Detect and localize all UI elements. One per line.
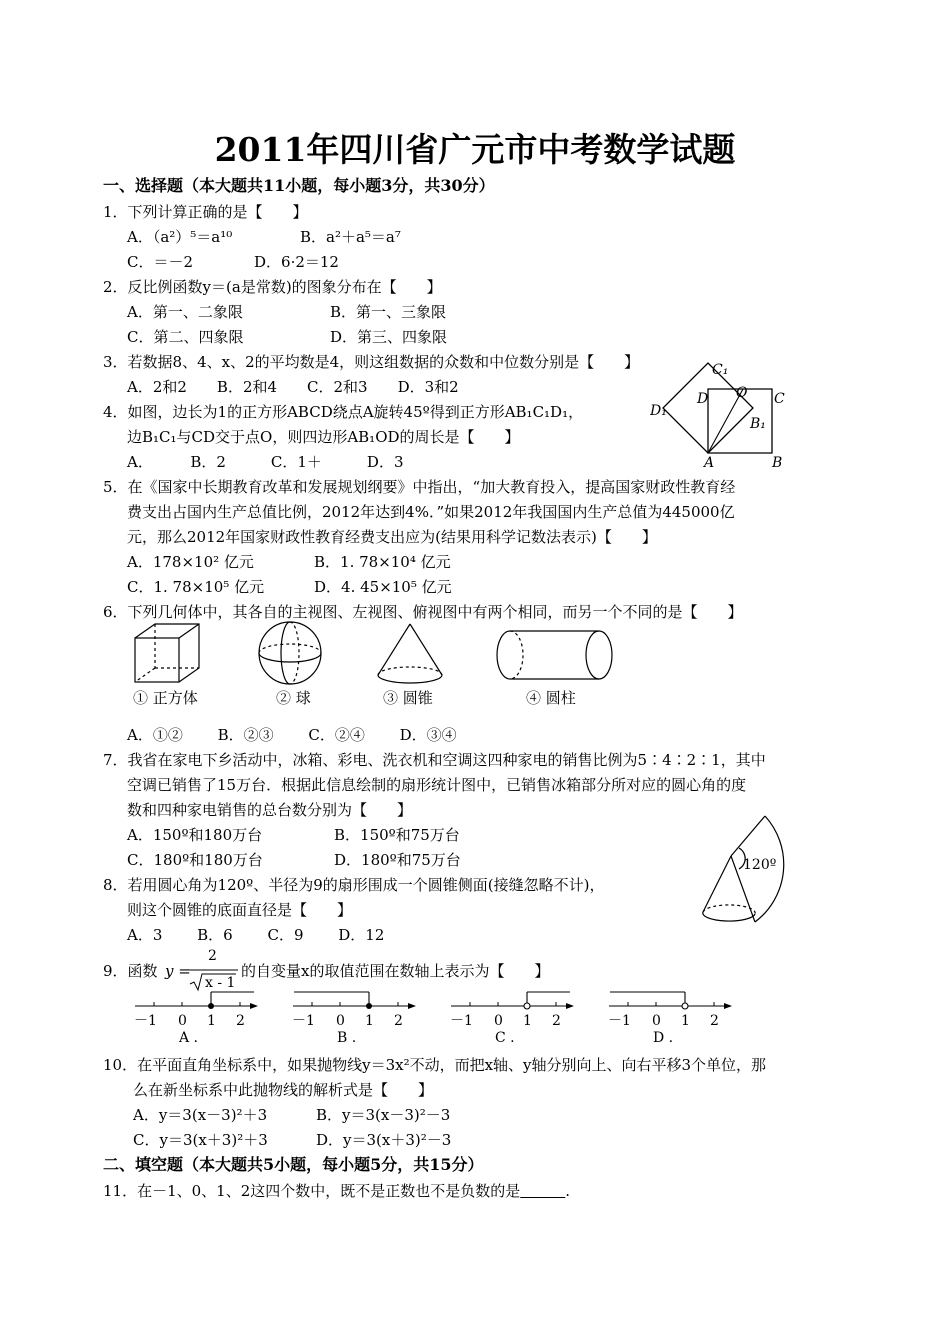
q5-stem-line2: 费支出占国内生产总值比例，2012年达到4%．”如果2012年我国国内生产总值为445000亿 bbox=[127, 503, 735, 521]
q5-option-d: D．4. 45×10⁵ 亿元 bbox=[314, 578, 452, 596]
section-heading-choice: 一、选择题（本大题共11小题，每小题3分，共30分） bbox=[103, 176, 495, 195]
q2-option-a: A．第一、二象限 bbox=[127, 303, 243, 321]
q2-option-b: B．第一、三象限 bbox=[330, 303, 447, 321]
q9-func-numerator: 2 bbox=[208, 948, 217, 964]
numberline-c-letter: C . bbox=[495, 1030, 515, 1044]
tick-d-neg1: －1 bbox=[608, 1013, 631, 1029]
q4-rotated-square-figure bbox=[650, 358, 800, 473]
tick-a-1: 1 bbox=[207, 1013, 216, 1029]
q5-option-c: C．1. 78×10⁵ 亿元 bbox=[127, 578, 265, 596]
q9-func-denominator: x - 1 bbox=[205, 975, 236, 991]
q7-stem-line1: 7．我省在家电下乡活动中，冰箱、彩电、洗衣机和空调这四种家电的销售比例为5∶4∶2∶1，其中 bbox=[103, 751, 766, 769]
cone-shape bbox=[378, 624, 442, 683]
q6-options: A．①② B．②③ C．②④ D．③④ bbox=[127, 726, 457, 744]
tick-d-2: 2 bbox=[710, 1013, 719, 1029]
q7-stem-line2: 空调已销售了15万台．根据此信息绘制的扇形统计图中，已销售冰箱部分所对应的圆心角的度 bbox=[127, 776, 747, 794]
tick-c-2: 2 bbox=[552, 1013, 561, 1029]
q10-stem-line1: 10．在平面直角坐标系中，如果抛物线y＝3x²不动，而把x轴、y轴分别向上、向右平移3个单位，那 bbox=[103, 1056, 767, 1074]
numberline-a-letter: A . bbox=[179, 1030, 199, 1044]
numberline-c bbox=[446, 988, 576, 1044]
q3-stem: 3．若数据8、4、x、2的平均数是4，则这组数据的众数和中位数分别是【 】 bbox=[103, 353, 640, 371]
tick-b-neg1: －1 bbox=[292, 1013, 315, 1029]
tick-a-2: 2 bbox=[236, 1013, 245, 1029]
q5-stem-line1: 5．在《国家中长期教育改革和发展规划纲要》中指出，“加大教育投入，提高国家财政性教育经 bbox=[103, 478, 736, 496]
q6-solids-figure bbox=[125, 620, 625, 690]
q1-option-b: B．a²＋a⁵＝a⁷ bbox=[300, 228, 401, 246]
tick-c-1: 1 bbox=[523, 1013, 532, 1029]
q11-text bbox=[103, 1182, 570, 1200]
q1-option-d: D．6·2＝12 bbox=[254, 253, 339, 271]
label-o: O bbox=[736, 385, 748, 401]
q10-option-b: B．y＝3(x－3)²－3 bbox=[316, 1106, 451, 1124]
cylinder-label: ④ 圆柱 bbox=[526, 689, 576, 707]
section-heading-fill-in: 二、填空题（本大题共5小题，每小题5分，共15分） bbox=[103, 1155, 484, 1174]
q4-options: A． B．2 C．1＋ D．3 bbox=[127, 453, 404, 471]
tick-b-0: 0 bbox=[336, 1013, 345, 1029]
q8-stem-line2: 则这个圆锥的底面直径是【 】 bbox=[127, 901, 353, 919]
label-b: B bbox=[772, 455, 783, 471]
q11-stem: 11．在－1、0、1、2这四个数中，既不是正数也不是负数的是 bbox=[103, 1182, 521, 1200]
tick-c-0: 0 bbox=[494, 1013, 503, 1029]
q11-end: . bbox=[565, 1182, 571, 1200]
q11-answer-blank[interactable] bbox=[520, 1182, 565, 1200]
label-b1: B₁ bbox=[750, 416, 766, 432]
cone-label: ③ 圆锥 bbox=[383, 689, 433, 707]
angle-label: 120º bbox=[743, 857, 777, 873]
tick-d-1: 1 bbox=[681, 1013, 690, 1029]
sphere-label: ② 球 bbox=[276, 689, 311, 707]
sphere-shape bbox=[259, 622, 321, 684]
numberline-d bbox=[604, 988, 734, 1044]
numberline-d-letter: D . bbox=[653, 1030, 674, 1044]
tick-a-neg1: －1 bbox=[134, 1013, 157, 1029]
q9-func-y: y = bbox=[165, 962, 191, 980]
q7-option-a: A．150º和180万台 bbox=[127, 826, 263, 844]
q7-option-d: D．180º和75万台 bbox=[334, 851, 461, 869]
tick-d-0: 0 bbox=[652, 1013, 661, 1029]
q1-option-c: C．＝－2 bbox=[127, 253, 194, 271]
cube-label: ① 正方体 bbox=[133, 689, 198, 707]
q8-stem-line1: 8．若用圆心角为120º、半径为9的扇形围成一个圆锥侧面(接缝忽略不计)， bbox=[103, 876, 605, 894]
label-c1: C₁ bbox=[712, 362, 729, 378]
numberline-b bbox=[288, 988, 418, 1044]
q7-stem-line3: 数和四种家电销售的总台数分别为【 】 bbox=[127, 801, 413, 819]
q10-option-d: D．y＝3(x＋3)²－3 bbox=[316, 1131, 452, 1149]
tick-b-2: 2 bbox=[394, 1013, 403, 1029]
q8-sector-cone-figure bbox=[695, 812, 820, 930]
q4-stem-line1: 4．如图，边长为1的正方形ABCD绕点A旋转45º得到正方形AB₁C₁D₁， bbox=[103, 403, 584, 421]
label-d: D bbox=[697, 391, 709, 407]
q9-prefix: 9．函数 bbox=[103, 962, 158, 980]
q9-suffix: 的自变量x的取值范围在数轴上表示为【 】 bbox=[241, 962, 550, 980]
q2-stem: 2．反比例函数y＝(a是常数)的图象分布在【 】 bbox=[103, 278, 442, 296]
q1-stem: 1．下列计算正确的是【 】 bbox=[103, 203, 308, 221]
q10-stem-line2: 么在新坐标系中此抛物线的解析式是【 】 bbox=[133, 1081, 434, 1099]
q1-option-a: A．（a²）⁵＝a¹⁰ bbox=[127, 228, 233, 246]
cube-shape bbox=[135, 624, 199, 682]
q10-option-c: C．y＝3(x＋3)²＋3 bbox=[133, 1131, 268, 1149]
q3-options: A．2和2 B．2和4 C．2和3 D．3和2 bbox=[127, 378, 459, 396]
q4-stem-line2: 边B₁C₁与CD交于点O，则四边形AB₁OD的周长是【 】 bbox=[127, 428, 520, 446]
q2-option-d: D．第三、四象限 bbox=[330, 328, 448, 346]
q7-option-c: C．180º和180万台 bbox=[127, 851, 263, 869]
q5-option-a: A．178×10² 亿元 bbox=[127, 553, 254, 571]
q5-option-b: B．1. 78×10⁴ 亿元 bbox=[314, 553, 451, 571]
q7-option-b: B．150º和75万台 bbox=[334, 826, 460, 844]
label-c: C bbox=[774, 391, 785, 407]
tick-c-neg1: －1 bbox=[450, 1013, 473, 1029]
q10-option-a: A．y＝3(x－3)²＋3 bbox=[133, 1106, 268, 1124]
tick-b-1: 1 bbox=[365, 1013, 374, 1029]
q2-option-c: C．第二、四象限 bbox=[127, 328, 244, 346]
cylinder-shape bbox=[497, 631, 612, 679]
tick-a-0: 0 bbox=[178, 1013, 187, 1029]
label-d1: D₁ bbox=[650, 403, 667, 419]
q5-stem-line3: 元，那么2012年国家财政性教育经费支出应为(结果用科学记数法表示)【 】 bbox=[127, 528, 657, 546]
q8-options: A．3 B．6 C．9 D．12 bbox=[127, 926, 385, 944]
page-title: 2011年四川省广元市中考数学试题 bbox=[214, 130, 736, 169]
numberline-b-letter: B . bbox=[337, 1030, 357, 1044]
q6-stem: 6．下列几何体中，其各自的主视图、左视图、俯视图中有两个相同，而另一个不同的是【 】 bbox=[103, 603, 743, 621]
label-a: A bbox=[704, 455, 715, 471]
numberline-a bbox=[130, 988, 260, 1044]
